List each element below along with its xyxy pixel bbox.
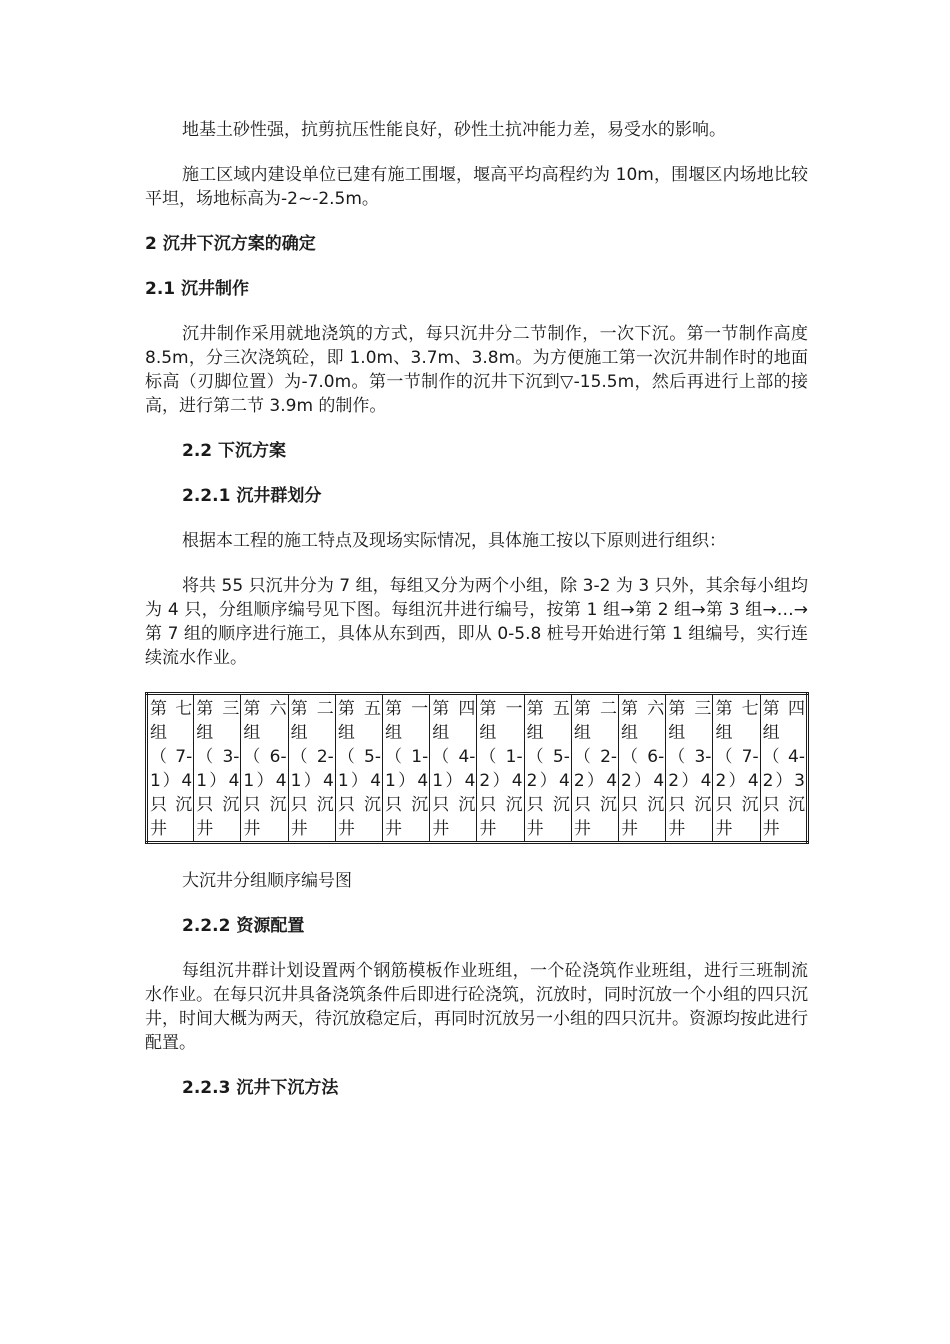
table-cell-line: 1）4 [196,771,240,791]
table-cell [571,694,618,843]
table-cell-line: 1）4 [385,771,429,791]
table-cell-line: （ 7- [715,747,759,767]
heading-section-2-2: 2.2 下沉方案 [182,441,287,461]
table-cell-line: 第 六 [621,699,665,719]
table-cell-line: 第 三 [668,699,712,719]
table-cell-line: 组 [243,723,261,743]
table-cell-line: 第 一 [385,699,429,719]
table-cell-line: （ 6- [243,747,287,767]
table-cell-line: 只 沉 [621,795,665,815]
table-cell-line: 第 五 [526,699,570,719]
table-cell-line: 只 沉 [290,795,334,815]
table-cell [383,694,430,843]
heading-section-2-2-3: 2.2.3 沉井下沉方法 [182,1078,339,1098]
table-row [147,694,808,843]
table-cell-line: 只 沉 [196,795,240,815]
table-cell [760,694,807,843]
table-cell-line: 井 [573,819,591,839]
table-cell-line: 只 沉 [668,795,712,815]
heading-section-2-1: 2.1 沉井制作 [145,279,250,299]
table-cell-line: 1）4 [432,771,476,791]
table-cell-line: 第 二 [290,699,334,719]
table-cell-line: 井 [479,819,497,839]
paragraph-fabrication: 沉井制作采用就地浇筑的方式，每只沉井分二节制作，一次下沉。第一节制作高度 8.5m，分三次浇筑砼，即 1.0m、3.7m、3.8m。为方便施工第一次沉井制作时的地面标高（刃脚位置）为-7.0m。第一节制作的沉井下沉到▽-15.5m，然后再进行上部的接高，进行第二节 3.9m 的制作。 [145,324,808,416]
caisson-group-table [145,692,809,844]
table-cell-line: （ 1- [479,747,523,767]
table-cell-line: 1）4 [290,771,334,791]
table-cell-line: 只 沉 [150,795,193,815]
table-cell-line: 2）4 [573,771,618,791]
table-cell-line: （ 4- [762,747,805,767]
table-cell-line: 只 沉 [762,795,805,815]
table-cell-line: 1）4 [150,771,193,791]
heading-section-2-2-2: 2.2.2 资源配置 [182,916,305,936]
table-cell-line: （ 5- [526,747,570,767]
table-cell-line: 组 [526,723,544,743]
table-cell-line: 1）4 [337,771,382,791]
table-cell-line: 第 五 [337,699,382,719]
paragraph-resources: 每组沉井群计划设置两个钢筋模板作业班组，一个砼浇筑作业班组，进行三班制流水作业。在每只沉井具备浇筑条件后即进行砼浇筑，沉放时，同时沉放一个小组的四只沉井，时间大概为两天，待沉放稳定后，再同时沉放另一小组的四只沉井。资源均按此进行配置。 [145,961,808,1053]
table-cell-line: 2）4 [668,771,712,791]
table-cell [713,694,760,843]
table-cell [619,694,666,843]
table-cell-line: 第 四 [762,699,805,719]
table-cell [666,694,713,843]
table-cell-line: 只 沉 [385,795,429,815]
table-cell-line: 井 [150,819,167,839]
table-cell-line: 井 [621,819,639,839]
table-cell-line: 只 沉 [715,795,759,815]
table-cell-line: 组 [196,723,214,743]
table-cell-line: 第 二 [573,699,618,719]
document-page [145,118,808,1100]
table-cell-line: 井 [243,819,261,839]
table-cell [477,694,524,843]
table-cell-line: 只 沉 [479,795,523,815]
table-cell [524,694,571,843]
table-cell-line: 第 四 [432,699,476,719]
table-cell-line: 组 [668,723,686,743]
table-cell-line: 井 [715,819,733,839]
table-cell-line: 组 [621,723,639,743]
table-cell-line: 井 [337,819,355,839]
table-cell-line: （ 2- [290,747,334,767]
table-cell-line: 只 沉 [243,795,287,815]
table-cell-line: 只 沉 [526,795,570,815]
table-cell-line: 2）4 [715,771,759,791]
table-cell-line: 组 [290,723,308,743]
table-cell-line: 2）4 [526,771,570,791]
table-cell-line: 2）4 [621,771,665,791]
table-cell-line: 1）4 [243,771,287,791]
table-cell-line: （ 3- [668,747,712,767]
table-cell-line: 组 [150,723,167,743]
table-cell-line: 井 [432,819,450,839]
heading-section-2: 2 沉井下沉方案的确定 [145,234,316,254]
table-cell-line: 第 六 [243,699,287,719]
table-cell-line: 第 一 [479,699,523,719]
table-cell-line: 2）3 [762,771,805,791]
paragraph-site: 施工区域内建设单位已建有施工围堰，堰高平均高程约为 10m，围堰区内场地比较平坦，场地标高为-2~-2.5m。 [145,165,808,209]
heading-section-2-2-1: 2.2.1 沉井群划分 [182,486,322,506]
table-cell [147,694,194,843]
table-cell-line: （ 5- [337,747,382,767]
table-cell-line: （ 1- [385,747,429,767]
table-cell-line: 井 [762,819,780,839]
table-cell [430,694,477,843]
table-cell-line: 井 [385,819,403,839]
table-cell-line: 井 [668,819,686,839]
paragraph-grouping: 将共 55 只沉井分为 7 组，每组又分为两个小组，除 3-2 为 3 只外，其余每小组均为 4 只，分组顺序编号见下图。每组沉井进行编号，按第 1 组→第 2 组→第 3 组→…→第 7 组的顺序进行施工，具体从东到西，即从 0-5.8 桩号开始进行第 1 组编号，实行连续流水作业。 [145,576,808,668]
table-caption: 大沉井分组顺序编号图 [182,871,352,891]
table-cell-line: 只 沉 [573,795,618,815]
table-cell-line: 第 七 [715,699,759,719]
table-cell-line: 组 [385,723,403,743]
table-cell-line: 组 [762,723,780,743]
table-cell [241,694,288,843]
table-cell-line: 组 [715,723,733,743]
table-cell-line: 只 沉 [432,795,476,815]
paragraph-principle: 根据本工程的施工特点及现场实际情况，具体施工按以下原则进行组织： [182,531,726,551]
table-cell-line: 第 三 [196,699,240,719]
table-cell-line: 只 沉 [337,795,382,815]
table-cell-line: 井 [290,819,308,839]
table-cell [194,694,241,843]
table-cell-line: （ 2- [573,747,618,767]
table-cell-line: （ 3- [196,747,240,767]
table-cell-line: （ 6- [621,747,665,767]
table-cell-line: 组 [573,723,591,743]
table-cell [288,694,335,843]
table-cell [335,694,382,843]
table-cell-line: 组 [479,723,497,743]
table-cell-line: 第 七 [150,699,193,719]
table-cell-line: 组 [432,723,450,743]
table-cell-line: 2）4 [479,771,523,791]
table-cell-line: （ 4- [432,747,476,767]
table-cell-line: 井 [526,819,544,839]
table-cell-line: （ 7- [150,747,193,767]
table-cell-line: 组 [337,723,355,743]
paragraph-soil: 地基土砂性强，抗剪抗压性能良好，砂性土抗冲能力差，易受水的影响。 [182,120,726,140]
table-cell-line: 井 [196,819,214,839]
